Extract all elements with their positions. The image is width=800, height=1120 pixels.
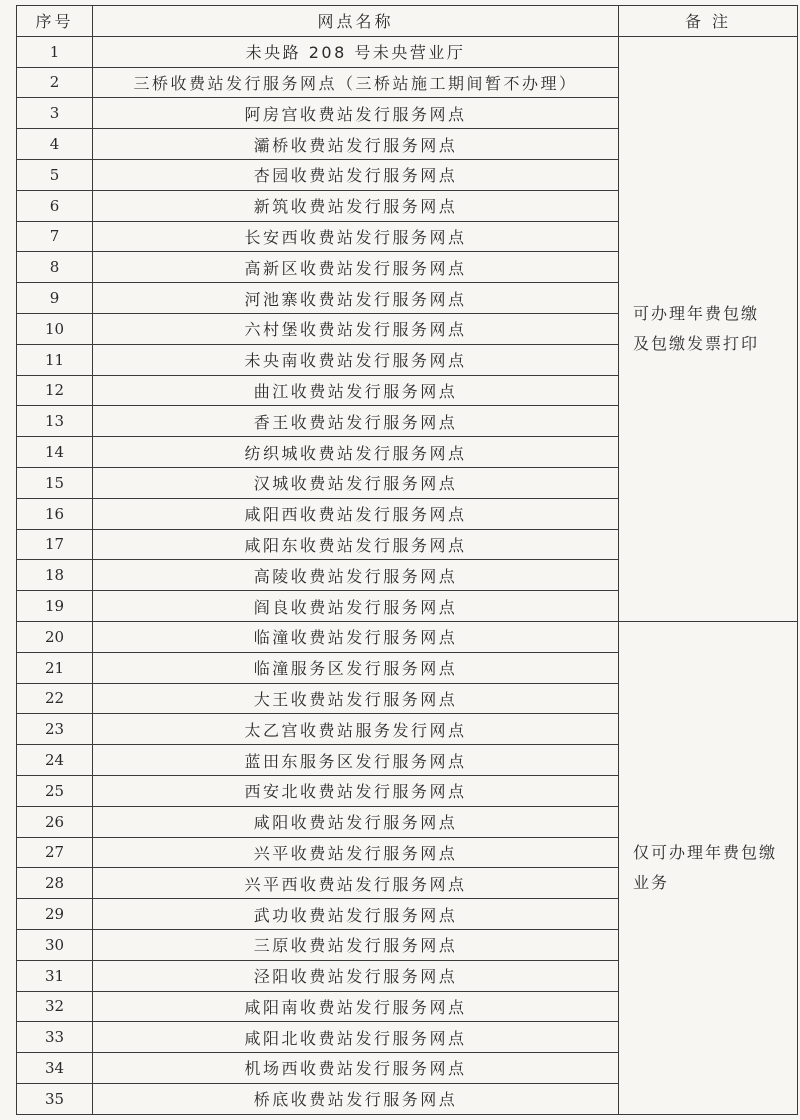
row-number: 19: [17, 591, 93, 622]
outlet-name: 咸阳西收费站发行服务网点: [93, 498, 619, 529]
outlet-name: 临潼服务区发行服务网点: [93, 652, 619, 683]
outlet-name: 桥底收费站发行服务网点: [93, 1083, 619, 1114]
remark-line: 及包缴发票打印: [633, 333, 760, 353]
row-number: 9: [17, 283, 93, 314]
row-number: 21: [17, 652, 93, 683]
outlet-name: 汉城收费站发行服务网点: [93, 467, 619, 498]
outlet-name: 临潼收费站发行服务网点: [93, 621, 619, 652]
remark-line: 业务: [633, 872, 670, 892]
row-number: 27: [17, 837, 93, 868]
outlet-name: 阿房宫收费站发行服务网点: [93, 98, 619, 129]
row-number: 15: [17, 467, 93, 498]
outlet-name: 未央路 208 号未央营业厅: [93, 36, 619, 67]
row-number: 14: [17, 437, 93, 468]
row-number: 2: [17, 67, 93, 98]
outlet-name: 曲江收费站发行服务网点: [93, 375, 619, 406]
row-number: 16: [17, 498, 93, 529]
row-number: 13: [17, 406, 93, 437]
outlet-name: 灞桥收费站发行服务网点: [93, 129, 619, 160]
row-number: 32: [17, 991, 93, 1022]
header-no: 序号: [17, 6, 93, 37]
table-row: [17, 36, 798, 67]
outlet-name: 六村堡收费站发行服务网点: [93, 313, 619, 344]
row-number: 5: [17, 159, 93, 190]
row-number: 18: [17, 560, 93, 591]
row-number: 12: [17, 375, 93, 406]
header-note: 备 注: [619, 6, 798, 37]
outlet-name: 泾阳收费站发行服务网点: [93, 960, 619, 991]
table-row: [17, 621, 798, 652]
outlet-name: 高新区收费站发行服务网点: [93, 252, 619, 283]
outlet-name: 蓝田东服务区发行服务网点: [93, 745, 619, 776]
row-number: 24: [17, 745, 93, 776]
outlet-name: 三桥收费站发行服务网点（三桥站施工期间暂不办理）: [93, 67, 619, 98]
remark-line: 仅可办理年费包缴: [633, 842, 778, 862]
remark-line: 可办理年费包缴: [633, 303, 760, 323]
outlet-name: 大王收费站发行服务网点: [93, 683, 619, 714]
row-number: 1: [17, 36, 93, 67]
row-number: 11: [17, 344, 93, 375]
row-number: 26: [17, 806, 93, 837]
header-name: 网点名称: [93, 6, 619, 37]
row-number: 33: [17, 1022, 93, 1053]
row-number: 30: [17, 929, 93, 960]
outlet-name: 三原收费站发行服务网点: [93, 929, 619, 960]
outlet-name: 太乙宫收费站服务发行网点: [93, 714, 619, 745]
outlet-name: 咸阳东收费站发行服务网点: [93, 529, 619, 560]
outlet-name: 咸阳收费站发行服务网点: [93, 806, 619, 837]
row-number: 17: [17, 529, 93, 560]
outlet-name: 西安北收费站发行服务网点: [93, 775, 619, 806]
row-number: 20: [17, 621, 93, 652]
row-number: 29: [17, 899, 93, 930]
row-number: 6: [17, 190, 93, 221]
row-number: 4: [17, 129, 93, 160]
outlet-name: 咸阳南收费站发行服务网点: [93, 991, 619, 1022]
row-number: 8: [17, 252, 93, 283]
outlet-name: 河池寨收费站发行服务网点: [93, 283, 619, 314]
row-number: 7: [17, 221, 93, 252]
header-row: [17, 6, 798, 37]
outlet-name: 机场西收费站发行服务网点: [93, 1053, 619, 1084]
row-number: 25: [17, 775, 93, 806]
service-outlets-table: [16, 5, 798, 1115]
row-number: 35: [17, 1083, 93, 1114]
row-number: 3: [17, 98, 93, 129]
outlet-name: 未央南收费站发行服务网点: [93, 344, 619, 375]
outlet-name: 纺织城收费站发行服务网点: [93, 437, 619, 468]
outlet-name: 兴平收费站发行服务网点: [93, 837, 619, 868]
row-number: 34: [17, 1053, 93, 1084]
outlet-name: 咸阳北收费站发行服务网点: [93, 1022, 619, 1053]
remark-cell: [619, 621, 798, 1114]
outlet-name: 高陵收费站发行服务网点: [93, 560, 619, 591]
row-number: 23: [17, 714, 93, 745]
row-number: 22: [17, 683, 93, 714]
outlet-name: 杏园收费站发行服务网点: [93, 159, 619, 190]
outlet-name: 长安西收费站发行服务网点: [93, 221, 619, 252]
row-number: 10: [17, 313, 93, 344]
outlet-name: 香王收费站发行服务网点: [93, 406, 619, 437]
row-number: 31: [17, 960, 93, 991]
table-body: [17, 36, 798, 1114]
outlet-name: 武功收费站发行服务网点: [93, 899, 619, 930]
remark-cell: [619, 36, 798, 621]
outlet-name: 兴平西收费站发行服务网点: [93, 868, 619, 899]
outlet-name: 新筑收费站发行服务网点: [93, 190, 619, 221]
row-number: 28: [17, 868, 93, 899]
outlet-name: 阎良收费站发行服务网点: [93, 591, 619, 622]
